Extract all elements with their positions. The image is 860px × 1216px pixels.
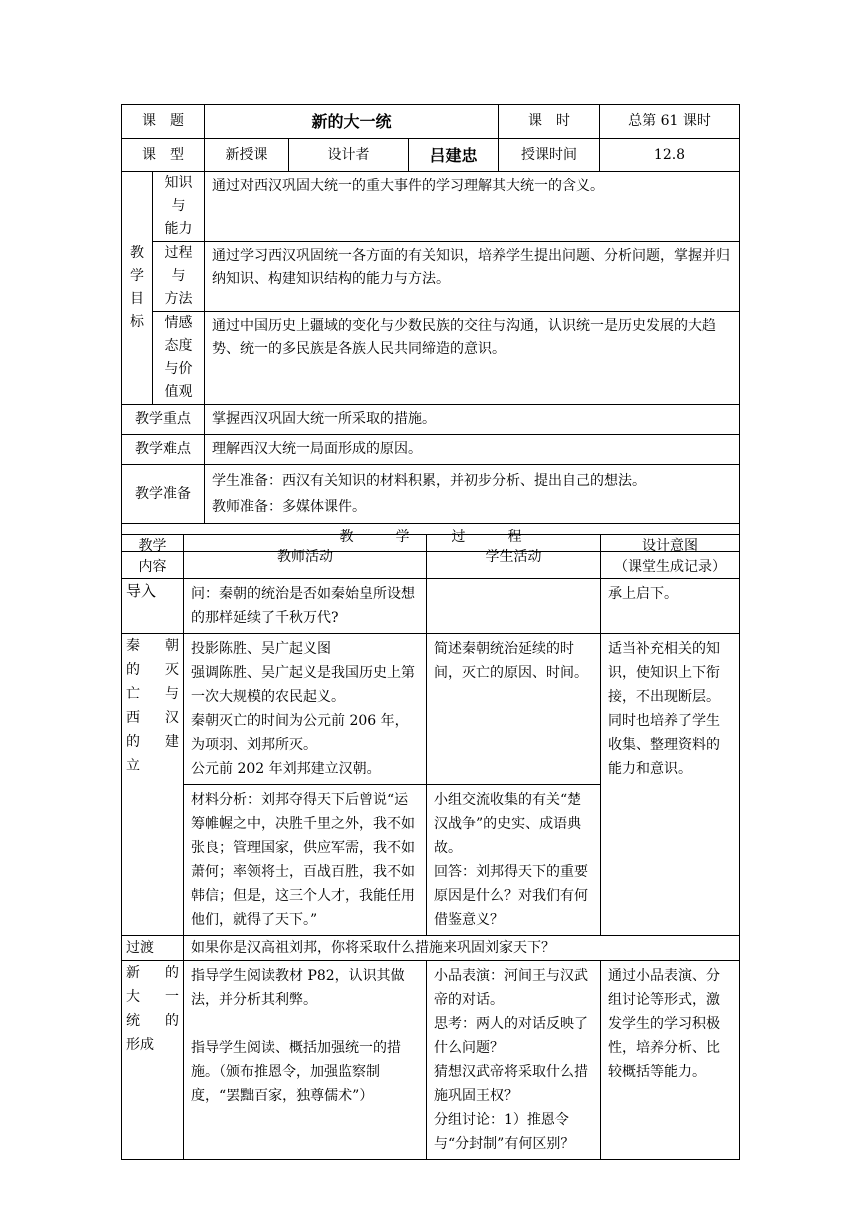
col-header-intent: 设计意图 （课堂生成记录） — [601, 535, 740, 579]
student-unification: 小品表演：河间王与汉武帝的对话。 思考：两人的对话反映了什么问题？ 猜想汉武帝将采取什么措施巩固王权？ 分组讨论：1）推恩令与“分封制”有何区别？ — [427, 961, 601, 1160]
col-header-student: 学生活动 — [427, 535, 601, 579]
content-qin-han: 秦 朝 的 灭 亡 与 西 汉 的 建 立 — [122, 634, 184, 936]
teacher-qin-han: 投影陈胜、吴广起义图 强调陈胜、吴广起义是我国历史上第一次大规模的农民起义。 秦朝灭亡的时间为公元前 206 年，为项羽、刘邦所灭。 公元前 202 年刘邦建立汉朝。 — [184, 634, 427, 785]
objective-text-knowledge: 通过对西汉巩固大统一的重大事件的学习理解其大统一的含义。 — [205, 172, 740, 242]
hours-label: 课 时 — [499, 105, 600, 139]
student-qin-han: 简述秦朝统治延续的时间，灭亡的原因、时间。 — [427, 634, 601, 785]
type-value: 新授课 — [205, 139, 289, 172]
objective-text-process: 通过学习西汉巩固统一各方面的有关知识，培养学生提出问题、分析问题，掌握并归纳知识、构建知识结构的能力与方法。 — [205, 242, 740, 312]
objective-label-knowledge: 知识 与 能力 — [153, 172, 205, 242]
time-value: 12.8 — [600, 139, 740, 172]
difficulty-text: 理解西汉大统一局面形成的原因。 — [205, 435, 740, 465]
type-label: 课 型 — [122, 139, 205, 172]
teacher-transition: 如果你是汉高祖刘邦，你将采取什么措施来巩固刘家天下？ — [184, 936, 740, 961]
col-header-content: 教学 内容 — [122, 535, 184, 579]
teacher-unification: 指导学生阅读教材 P82，认识其做法，并分析其利弊。 指导学生阅读、概括加强统一的措施。（颁布推恩令，加强监察制度，“罢黜百家，独尊儒术”） — [184, 961, 427, 1160]
student-intro — [427, 579, 601, 634]
preparation-label: 教学准备 — [122, 465, 205, 524]
hours-value: 总第 61 课时 — [600, 105, 740, 139]
content-intro: 导入 — [122, 579, 184, 634]
objectives-group-label: 教 学 目 标 — [122, 172, 153, 405]
preparation-text — [205, 465, 740, 524]
intent-unification: 通过小品表演、分组讨论等形式，激发学生的学习积极性，培养分析、比较概括等能力。 — [601, 961, 740, 1160]
topic-label: 课 题 — [122, 105, 205, 139]
content-transition: 过渡 — [122, 936, 184, 961]
objective-label-process: 过程 与 方法 — [153, 242, 205, 312]
teacher-intro: 问：秦朝的统治是否如秦始皇所设想的那样延续了千秋万代? — [184, 579, 427, 634]
objective-text-emotion: 通过中国历史上疆域的变化与少数民族的交往与沟通，认识统一是历史发展的大趋势、统一的多民族是各族人民共同缔造的意识。 — [205, 312, 740, 405]
preparation-teacher: 教师准备：多媒体课件。 — [212, 499, 366, 515]
difficulty-label: 教学难点 — [122, 435, 205, 465]
preparation-student: 学生准备：西汉有关知识的材料积累，并初步分析、提出自己的想法。 — [212, 473, 646, 489]
process-title: 教 学 过 程 — [122, 524, 740, 552]
content-unification: 新 的 大 一 统 的 形成 — [122, 961, 184, 1160]
designer-value: 吕建忠 — [409, 139, 499, 172]
process-table — [121, 534, 740, 1160]
lesson-plan-table — [121, 104, 740, 552]
topic-value: 新的大一统 — [205, 105, 499, 139]
designer-label: 设计者 — [289, 139, 409, 172]
intent-qin-han: 适当补充相关的知识，使知识上下衔接，不出现断层。 同时也培养了学生收集、整理资料的能力和意识。 — [601, 634, 740, 936]
col-header-teacher: 教师活动 — [184, 535, 427, 579]
key-point-text: 掌握西汉巩固大统一所采取的措施。 — [205, 405, 740, 435]
time-label: 授课时间 — [499, 139, 600, 172]
student-group-exchange: 小组交流收集的有关“楚汉战争”的史实、成语典故。 回答：刘邦得天下的重要原因是什么？对我们有何借鉴意义？ — [427, 785, 601, 936]
teacher-material-analysis: 材料分析：刘邦夺得天下后曾说“运筹帷幄之中，决胜千里之外，我不如张良；管理国家，供应军需，我不如萧何；率领将士，百战百胜，我不如韩信；但是，这三个人才，我能任用他们，就得了天下。” — [184, 785, 427, 936]
intent-intro: 承上启下。 — [601, 579, 740, 634]
key-point-label: 教学重点 — [122, 405, 205, 435]
objective-label-emotion: 情感 态度 与价 值观 — [153, 312, 205, 405]
